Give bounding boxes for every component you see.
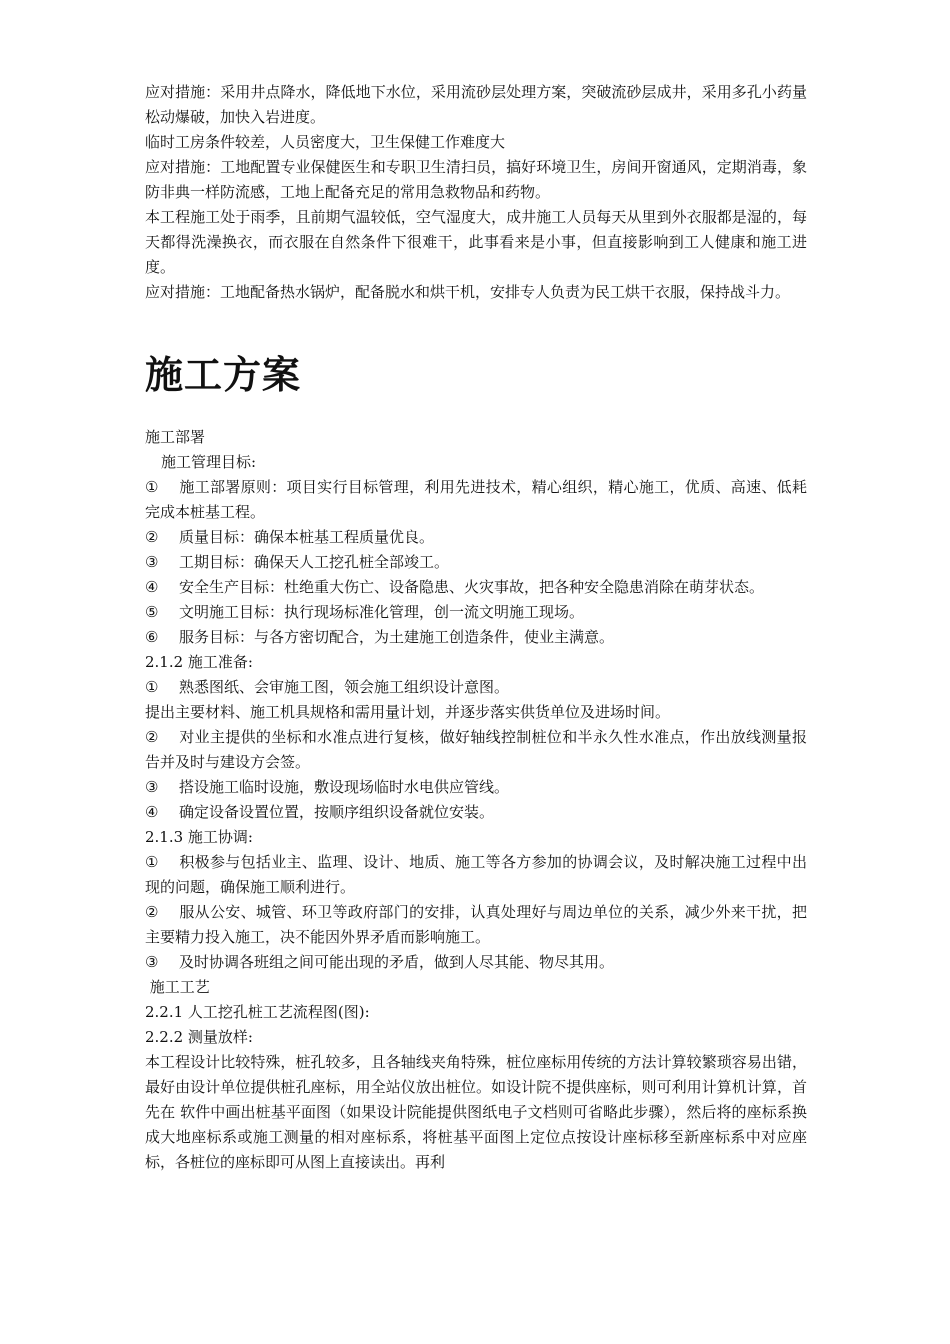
prep-title: 2.1.2 施工准备: bbox=[145, 653, 253, 671]
list-number: ① bbox=[145, 678, 159, 696]
list-text: 及时协调各班组之间可能出现的矛盾，做到人尽其能、物尽其用。 bbox=[179, 953, 615, 971]
list-number: ② bbox=[145, 728, 159, 746]
list-number: ② bbox=[145, 903, 159, 921]
intro-paragraph-1: 应对措施：采用井点降水，降低地下水位，采用流砂层处理方案，突破流砂层成井，采用多孔小药量松动爆破，加快入岩进度。 bbox=[145, 83, 807, 126]
list-text: 搭设施工临时设施，敷设现场临时水电供应管线。 bbox=[179, 778, 510, 796]
list-text: 确定设备设置位置，按顺序组织设备就位安装。 bbox=[179, 803, 495, 821]
survey-text: 本工程设计比较特殊，桩孔较多，且各轴线夹角特殊，桩位座标用传统的方法计算较繁琐容易出错，最好由设计单位提供桩孔座标，用全站仪放出桩位。如设计院不提供座标，则可利用计算机计算，首先在 软件中画出桩基平面图（如果设计院能提供图纸电子文档则可省略此步骤），然后将的座标系换成大地座标系或施工测量的相对座标系，将桩基平面图上定位点按设计座标移至新座标系中对应座标，各桩位的座标即可从图上直接读出。再利 bbox=[145, 1053, 807, 1171]
coord-item-1 bbox=[145, 850, 807, 900]
intro-paragraph-3: 应对措施：工地配置专业保健医生和专职卫生清扫员，搞好环境卫生，房间开窗通风，定期消毒，象防非典一样防流感，工地上配备充足的常用急救物品和药物。 bbox=[145, 158, 807, 201]
document-page bbox=[145, 80, 807, 1175]
mgmt-item-4 bbox=[145, 575, 807, 600]
section-heading: 施工方案 bbox=[145, 353, 302, 397]
mgmt-item-2 bbox=[145, 525, 807, 550]
prep-plain-line: 提出主要材料、施工机具规格和需用量计划，并逐步落实供货单位及进场时间。 bbox=[145, 703, 671, 721]
coord-title: 2.1.3 施工协调: bbox=[145, 828, 253, 846]
list-number: ⑤ bbox=[145, 603, 159, 621]
mgmt-title: 施工管理目标: bbox=[161, 453, 257, 471]
list-number: ③ bbox=[145, 553, 159, 571]
list-number: ④ bbox=[145, 578, 159, 596]
craft-title: 施工工艺 bbox=[145, 978, 210, 996]
list-number: ⑥ bbox=[145, 628, 159, 646]
list-text: 工期目标：确保天人工挖孔桩全部竣工。 bbox=[179, 553, 450, 571]
list-number: ③ bbox=[145, 778, 159, 796]
prep-item-3 bbox=[145, 775, 807, 800]
list-text: 质量目标：确保本桩基工程质量优良。 bbox=[179, 528, 435, 546]
list-number: ① bbox=[145, 853, 159, 871]
prep-item-1 bbox=[145, 675, 807, 700]
intro-paragraph-5: 应对措施：工地配备热水锅炉，配备脱水和烘干机，安排专人负责为民工烘干衣服，保持战斗力。 bbox=[145, 283, 791, 301]
list-number: ② bbox=[145, 528, 159, 546]
coord-item-2 bbox=[145, 900, 807, 950]
list-text: 施工部署原则：项目实行目标管理，利用先进技术，精心组织，精心施工，优质、高速、低耗完成本桩基工程。 bbox=[145, 478, 807, 521]
prep-item-2 bbox=[145, 725, 807, 775]
list-number: ④ bbox=[145, 803, 159, 821]
list-text: 服从公安、城管、环卫等政府部门的安排，认真处理好与周边单位的关系，减少外来干扰，把主要精力投入施工，决不能因外界矛盾而影响施工。 bbox=[145, 903, 807, 946]
list-text: 安全生产目标：杜绝重大伤亡、设备隐患、火灾事故，把各种安全隐患消除在萌芽状态。 bbox=[179, 578, 765, 596]
list-text: 积极参与包括业主、监理、设计、地质、施工等各方参加的协调会议，及时解决施工过程中出现的问题，确保施工顺利进行。 bbox=[145, 853, 807, 896]
survey-title: 2.2.2 测量放样: bbox=[145, 1028, 253, 1046]
list-text: 对业主提供的坐标和水准点进行复核，做好轴线控制桩位和半永久性水准点，作出放线测量报告并及时与建设方会签。 bbox=[145, 728, 807, 771]
flow-title: 2.2.1 人工挖孔桩工艺流程图(图): bbox=[145, 1003, 370, 1021]
list-text: 服务目标：与各方密切配合，为土建施工创造条件，使业主满意。 bbox=[179, 628, 615, 646]
mgmt-item-6 bbox=[145, 625, 807, 650]
mgmt-item-1 bbox=[145, 475, 807, 525]
mgmt-item-3 bbox=[145, 550, 807, 575]
list-text: 熟悉图纸、会审施工图，领会施工组织设计意图。 bbox=[179, 678, 510, 696]
deploy-title: 施工部署 bbox=[145, 428, 206, 446]
coord-item-3 bbox=[145, 950, 807, 975]
intro-paragraph-4: 本工程施工处于雨季，且前期气温较低，空气湿度大，成井施工人员每天从里到外衣服都是湿的，每天都得洗澡换衣，而衣服在自然条件下很难干，此事看来是小事，但直接影响到工人健康和施工进度。 bbox=[145, 208, 807, 276]
list-number: ③ bbox=[145, 953, 159, 971]
list-text: 文明施工目标：执行现场标准化管理，创一流文明施工现场。 bbox=[179, 603, 585, 621]
mgmt-item-5 bbox=[145, 600, 807, 625]
prep-item-4 bbox=[145, 800, 807, 825]
intro-paragraph-2: 临时工房条件较差，人员密度大，卫生保健工作难度大 bbox=[145, 133, 506, 151]
list-number: ① bbox=[145, 478, 159, 496]
